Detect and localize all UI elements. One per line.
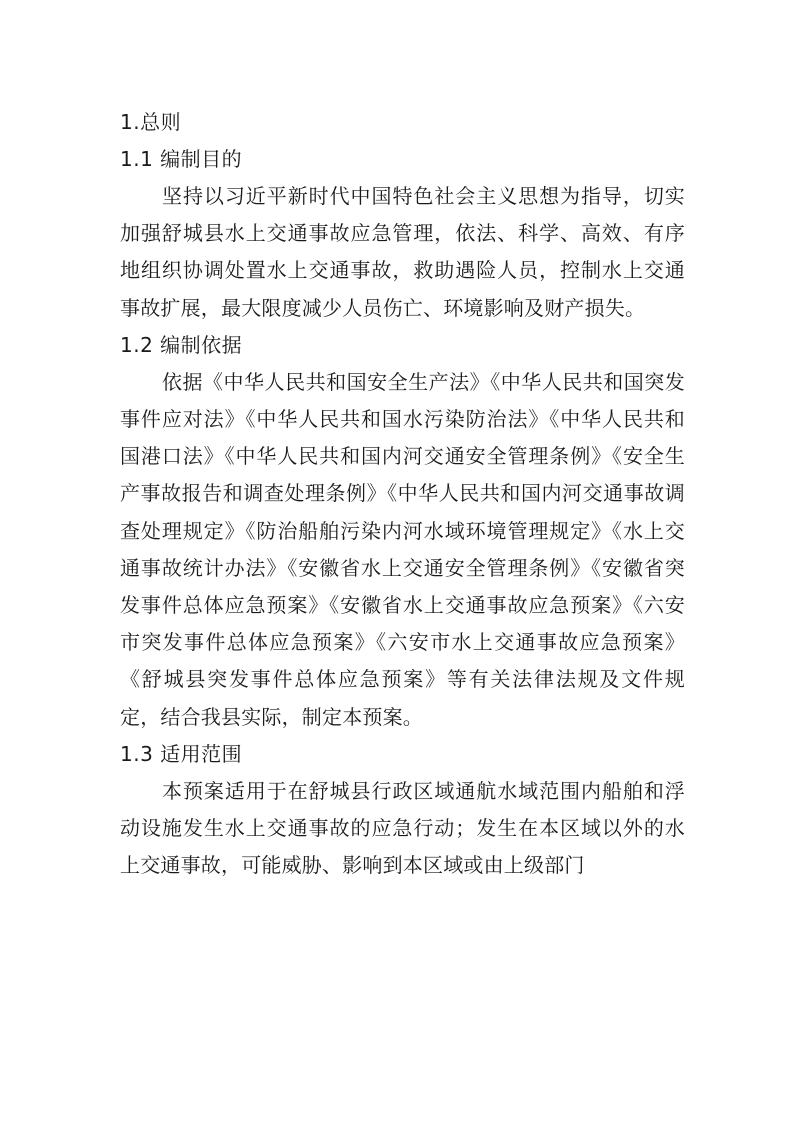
section-title: 1.总则 [120,110,182,134]
paragraph-purpose: 坚持以习近平新时代中国特色社会主义思想为指导，切实加强舒城县水上交通事故应急管理，依法、科学、高效、有序地组织协调处置水上交通事故，救助遇险人员，控制水上交通事故扩展，最大限度减少人员伤亡、环境影响及财产损失。 [120,184,685,320]
subsection-heading-scope: 1.3 适用范围 [120,741,243,766]
paragraph-basis: 依据《中华人民共和国安全生产法》《中华人民共和国突发事件应对法》《中华人民共和国水污染防治法》《中华人民共和国港口法》《中华人民共和国内河交通安全管理条例》《安全生产事故报告和调查处理条例》《中华人民共和国内河交通事故调查处理规定》《防治船舶污染内河水域环境管理规定》《水上交通事故统计办法》《安徽省水上交通安全管理条例》《安徽省突发事件总体应急预案》《安徽省水上交通事故应急预案》《六安市突发事件总体应急预案》《六安市水上交通事故应急预案》《舒城县突发事件总体应急预案》等有关法律法规及文件规定，结合我县实际，制定本预案。 [120,369,685,729]
document-page [120,104,685,884]
subsection-heading-basis: 1.2 编制依据 [120,332,243,357]
subsection-heading-purpose: 1.1 编制目的 [120,147,243,171]
paragraph-scope: 本预案适用于在舒城县行政区域通航水域范围内船舶和浮动设施发生水上交通事故的应急行动；发生在本区域以外的水上交通事故，可能威胁、影响到本区域或由上级部门 [120,778,685,878]
